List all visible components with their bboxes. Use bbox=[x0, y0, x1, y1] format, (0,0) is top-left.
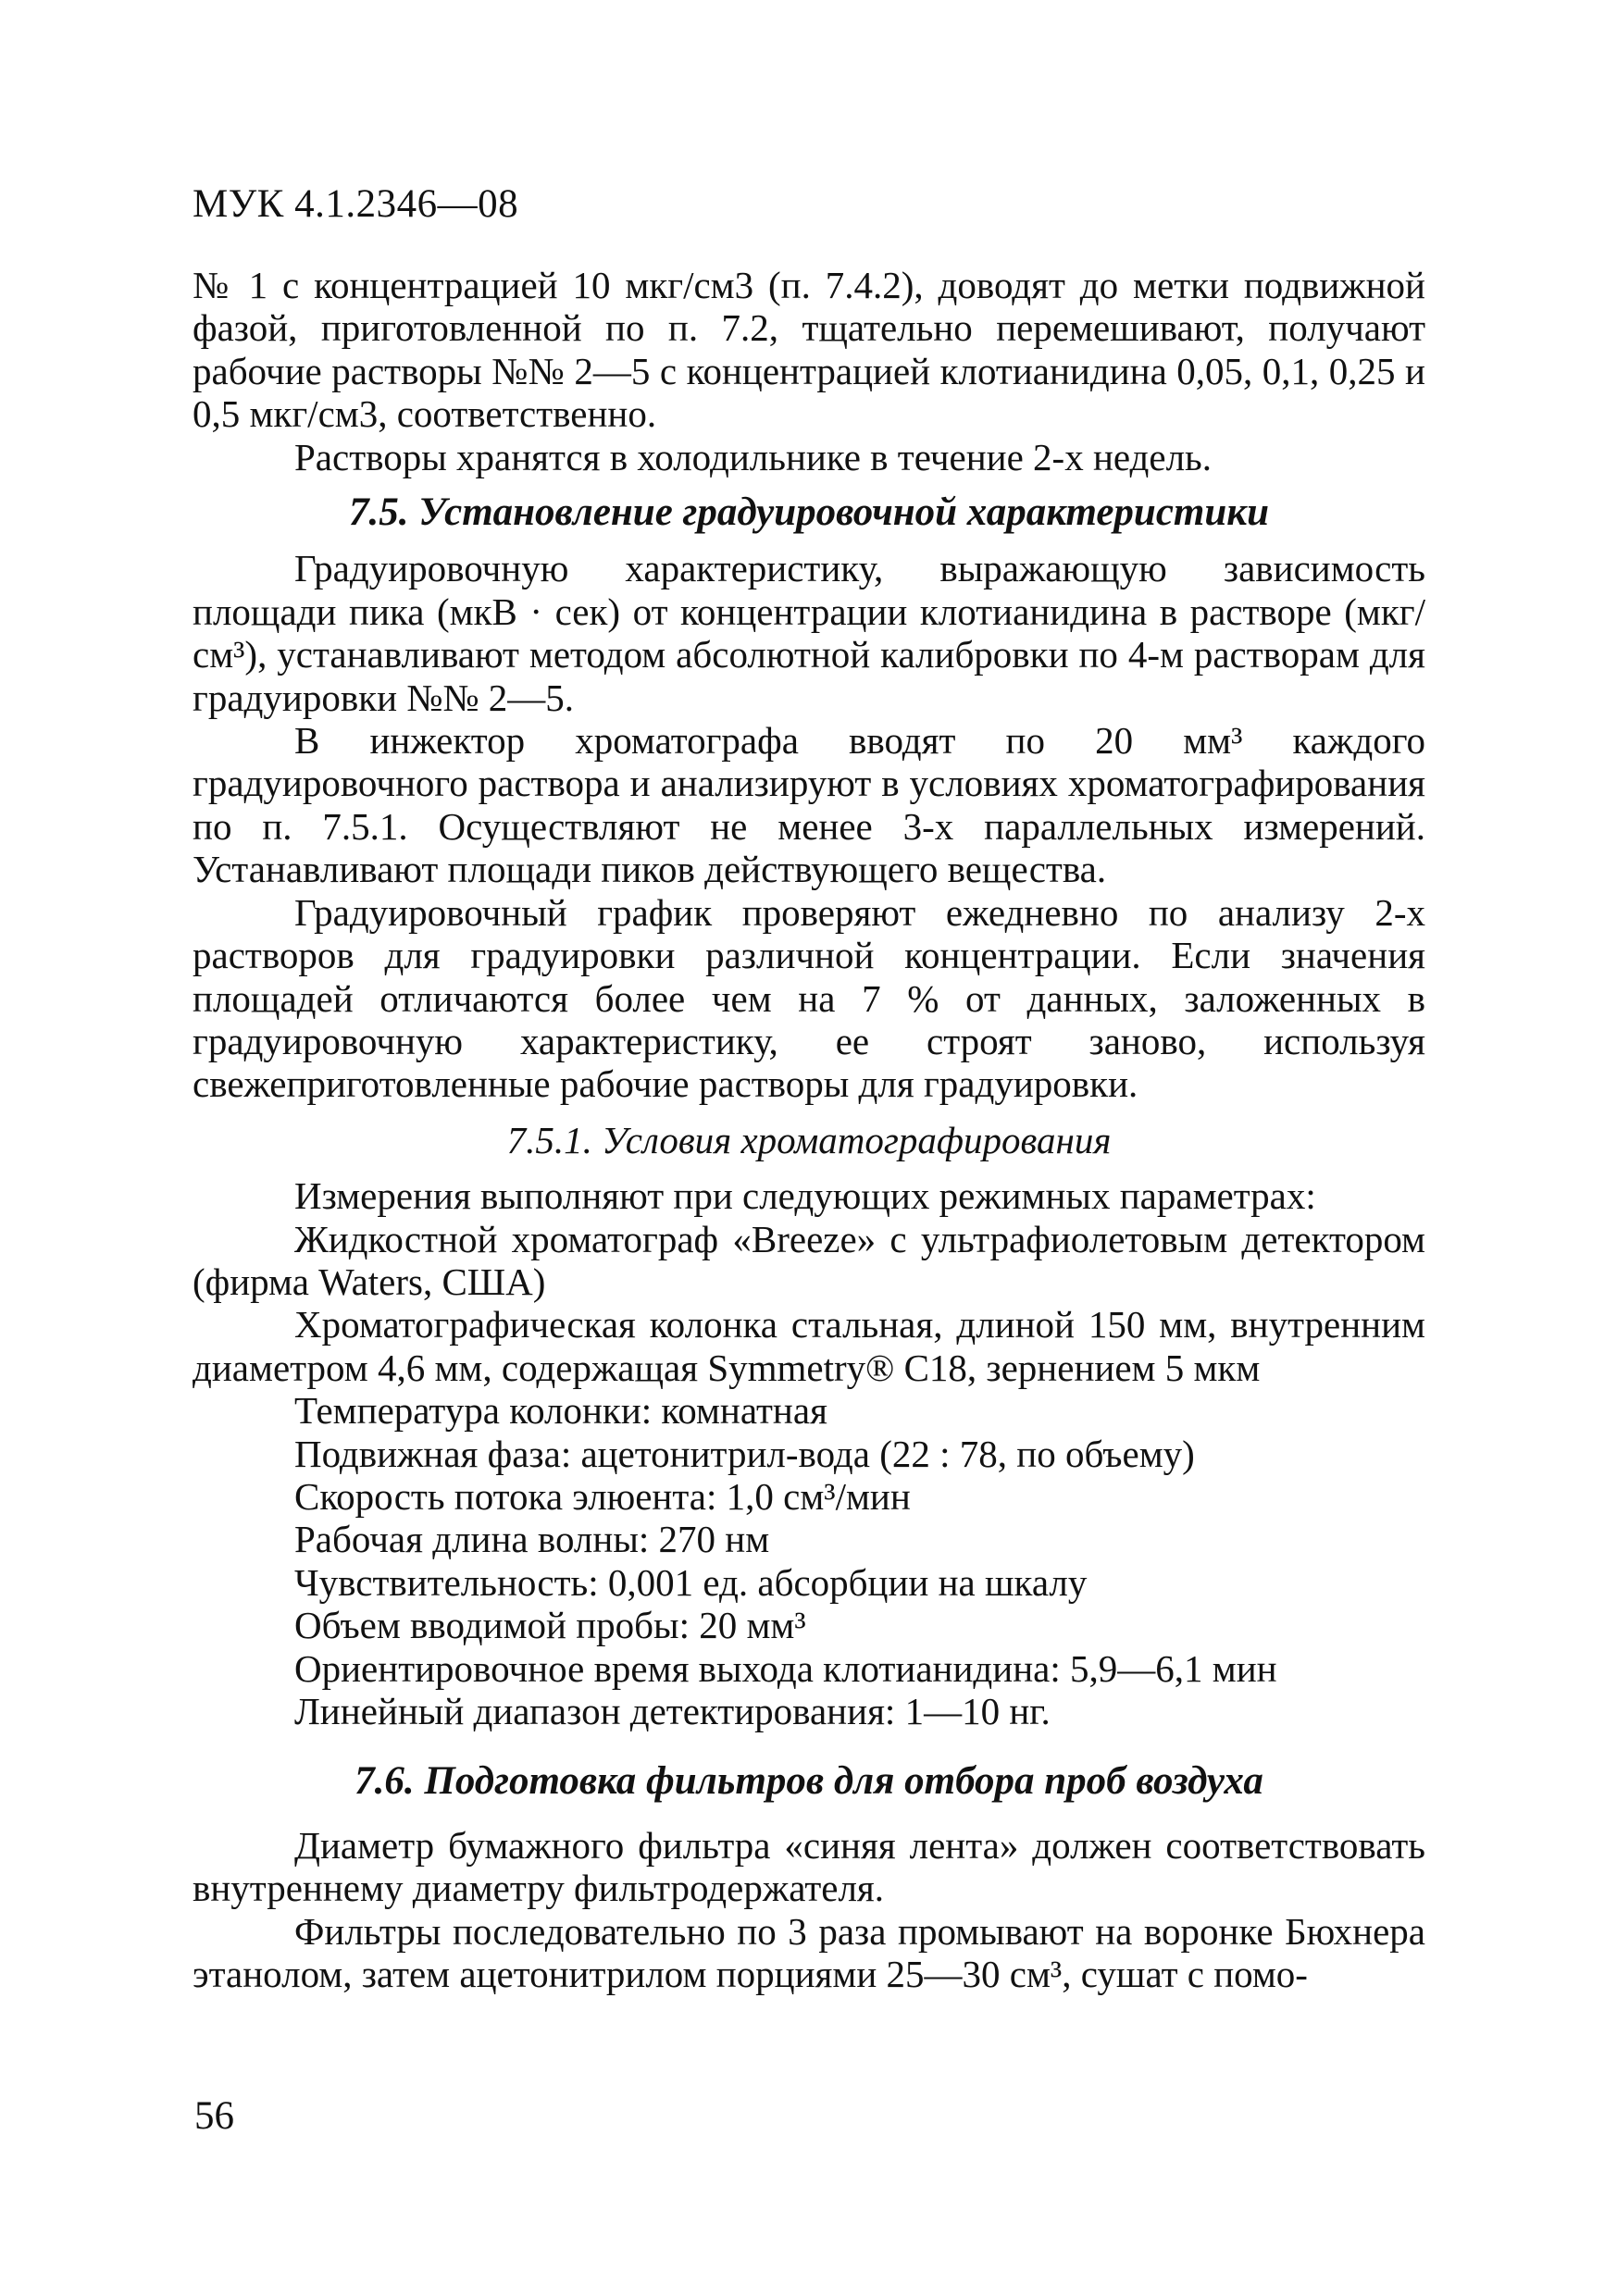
condition-linear-range: Линейный диапазон детектирования: 1—10 нг. bbox=[294, 1690, 1051, 1732]
subsection-heading-7-5-1: 7.5.1. Условия хроматографирования bbox=[506, 1118, 1112, 1161]
document-header: МУК 4.1.2346—08 bbox=[193, 182, 519, 226]
paragraph-filter-diameter: Диаметр бумажного фильтра «синяя лента» должен соответствовать внутреннему диаметру фильтродержателя. bbox=[193, 1823, 1425, 1910]
condition-wavelength: Рабочая длина волны: 270 нм bbox=[294, 1518, 770, 1561]
section-heading-7-6: 7.6. Подготовка фильтров для отбора проб воздуха bbox=[354, 1759, 1263, 1804]
paragraph-graph-check: Градуировочный график проверяют ежедневно по анализу 2-х растворов для градуировки различной концентрации. Если значения площадей отличаются более чем на 7 % от данных, заложенных в градуировочную характеристику, ее строят заново, используя свежеприготовленные рабочие растворы для градуировки. bbox=[193, 890, 1425, 1106]
paragraph-calibration: Градуировочную характеристику, выражающую зависимость площади пика (мкВ · сек) от концентрации клотианидина в растворе (мкг/см³), устанавливают методом абсолютной калибровки по 4-м растворам для градуировки №№ 2—5. bbox=[193, 547, 1425, 719]
paragraph-continuation: № 1 с концентрацией 10 мкг/см3 (п. 7.4.2), доводят до метки подвижной фазой, приготовленной по п. 7.2, тщательно перемешивают, получают рабочие растворы №№ 2—5 с концентрацией клотианидина 0,05, 0,1, 0,25 и 0,5 мкг/см3, соответственно. bbox=[193, 264, 1425, 436]
condition-retention-time: Ориентировочное время выхода клотианидина: 5,9—6,1 мин bbox=[294, 1646, 1277, 1690]
condition-sensitivity: Чувствительность: 0,001 ед. абсорбции на шкалу bbox=[294, 1560, 1088, 1604]
condition-chromatograph: Жидкостной хроматограф «Breeze» с ультрафиолетовым детектором (фирма Waters, США) bbox=[193, 1217, 1425, 1303]
condition-temperature: Температура колонки: комнатная bbox=[294, 1389, 827, 1433]
page-number: 56 bbox=[194, 2094, 234, 2138]
paragraph-filter-washing: Фильтры последовательно по 3 раза промывают на воронке Бюхнера этанолом, затем ацетонитрилом порциями 25—30 см³, сушат с помо- bbox=[193, 1909, 1425, 1996]
section-heading-7-5: 7.5. Установление градуировочной характеристики bbox=[348, 490, 1270, 535]
condition-mobile-phase: Подвижная фаза: ацетонитрил-вода (22 : 78, по объему) bbox=[294, 1432, 1195, 1475]
document-body bbox=[193, 264, 1425, 1995]
paragraph-injector: В инжектор хроматографа вводят по 20 мм³ каждого градуировочного раствора и анализируют в условиях хроматографирования по п. 7.5.1. Осуществляют не менее 3-х параллельных измерений. Устанавливают площади пиков действующего вещества. bbox=[193, 719, 1425, 891]
condition-flow-rate: Скорость потока элюента: 1,0 см³/мин bbox=[294, 1474, 911, 1518]
paragraph-storage: Растворы хранятся в холодильнике в течение 2-х недель. bbox=[294, 435, 1213, 478]
condition-column: Хроматографическая колонка стальная, длиной 150 мм, внутренним диаметром 4,6 мм, содержащая Symmetry® C18, зернением 5 мкм bbox=[193, 1303, 1425, 1389]
condition-sample-volume: Объем вводимой пробы: 20 мм³ bbox=[294, 1604, 806, 1647]
conditions-intro: Измерения выполняют при следующих режимных параметрах: bbox=[294, 1174, 1316, 1218]
